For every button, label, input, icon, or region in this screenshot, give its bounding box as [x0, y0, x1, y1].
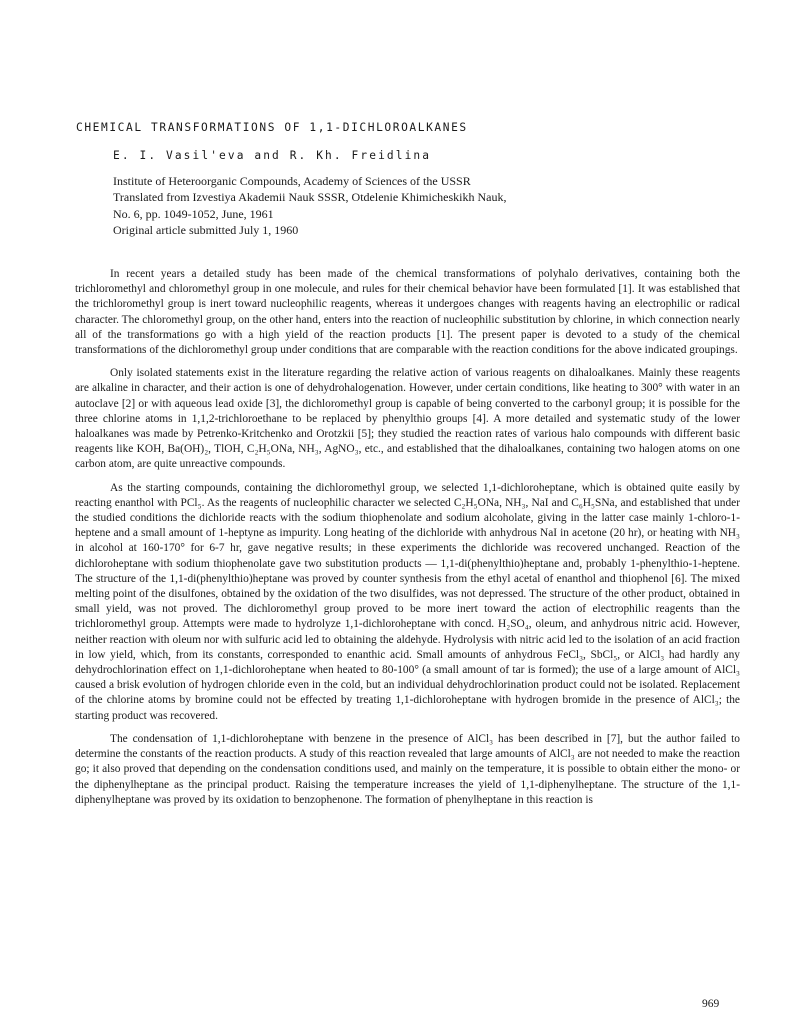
issue-pages-line: No. 6, pp. 1049-1052, June, 1961: [113, 206, 274, 221]
article-title: CHEMICAL TRANSFORMATIONS OF 1,1-DICHLOROALKANES: [76, 121, 468, 134]
body-paragraph: As the starting compounds, containing the dichloromethyl group, we selected 1,1-dichloroheptane, which is obtained quite easily by reacting enanthol with PCl₅. As the reagents of nucleophilic character we selected C₂H₅ONa, NH₃, NaI and C₆H₅SNa, and established that under the studied conditions the dichloride reacts with the sodium thiophenolate and sodium alcoholate, giving in the latter case mainly 1-chloro-1-heptene and a small amount of 1-heptyne as impurity. Long heating of the dichloride with anhydrous NaI in acetone (20 hr), or heating with NH₃ in alcohol at 160-170° for 6-7 hr, gave negative results; in these experiments the dichloride was recovered unchanged. Reaction of the dichloroheptane with sodium thiophenolate gave two substitution products — 1,1-di(phenylthio)heptane and, probably 1-phenylthio-1-heptene. The structure of the 1,1-di(phenylthio)heptane was proved by counter synthesis from the ethyl acetal of enanthol and thiophenol [6]. The mixed melting point of the disulfones, obtained by the oxidation of the two disulfides, was not depressed. The structure of the other product, obtained in small yield, was not proved. The dichloromethyl group proved to be more inert toward the action of electrophilic reagents than the trichloromethyl group. Attempts were made to hydrolyze 1,1-dichloroheptane with concd. H₂SO₄, oleum, and anhydrous nitric acid. However, neither reaction with oleum nor with sulfuric acid led to obtaining the aldehyde. Hydrolysis with nitric acid led to the isolation of an acid fraction in low yield, which, from its constants, corresponded to enanthic acid. Small amounts of anhydrous FeCl₃, SbCl₅, or AlCl₃ had hardly any dehydrochlorination effect on 1,1-dichloroheptane when heated to 80-100° (a small amount of tar is formed); the use of a large amount of AlCl₃ caused a brisk evolution of hydrogen chloride even in the cold, but an individual dehydrochlorination product could not be isolated. Replacement of the chlorine atoms by bromine could not be effected by treating 1,1-dichloroheptane with hydrogen bromide in the presence of AlCl₃; the starting product was recovered.: [75, 481, 740, 722]
article-authors: E. I. Vasil'eva and R. Kh. Freidlina: [113, 149, 432, 162]
affiliation-line: Institute of Heteroorganic Compounds, Academy of Sciences of the USSR: [113, 174, 471, 188]
body-paragraph: Only isolated statements exist in the literature regarding the relative action of various reagents on dihaloalkanes. Mainly these reagents are alkaline in character, and their action is one of dehydrohalogenation. However, under certain conditions, like heating to 300° with water in an autoclave [2] or with aqueous lead oxide [3], the dichloromethyl group is capable of being converted to the carbonyl group; it is possible for the three chlorine atoms in 1,1,2-trichloroethane to be replaced by phenylthio groups [4]. A more detailed and systematic study of the lower haloalkanes was made by Petrenko-Kritchenko and Orotzkii [5]; they studied the reaction rates of various halo compounds with different basic reagents like KOH, Ba(OH)₂, TlOH, C₂H₅ONa, NH₃, AgNO₃, etc., and established that the dihaloalkanes, containing two halogen atoms on one carbon atom, are quite unreactive compounds.: [75, 367, 740, 471]
page-number: 969: [702, 998, 720, 1010]
body-paragraph: The condensation of 1,1-dichloroheptane with benzene in the presence of AlCl₃ has been described in [7], but the author failed to determine the constants of the reaction products. A study of this reaction revealed that large amounts of AlCl₃ are not needed to make the reaction go; it also proved that depending on the condensation conditions used, and mainly on the temperature, it is possible to obtain either the mono- or the diphenylheptane as the principal product. Raising the temperature increases the yield of 1,1-diphenylheptane. The structure of the 1,1-diphenylheptane was proved by its oxidation to benzophenone. The formation of phenylheptane in this reaction is: [75, 732, 740, 806]
affiliation-block: [113, 173, 507, 238]
translation-source-line: Translated from Izvestiya Akademii Nauk SSSR, Otdelenie Khimicheskikh Nauk,: [113, 190, 507, 205]
submission-date-line: Original article submitted July 1, 1960: [113, 222, 299, 237]
body-paragraph: In recent years a detailed study has been made of the chemical transformations of polyhalo derivatives, containing both the trichloromethyl and chloromethyl group in one molecule, and rules for their chemical behavior have been formulated [1]. It was established that the trichloromethyl group is inert toward nucleophilic reagents, whereas it undergoes changes with reagents having an electrophilic or radical character. The chloromethyl group, on the other hand, enters into the reaction of nucleophilic substitution by chlorine, in which connection nearly all of the transformations go with a high yield of the reaction products [1]. The present paper is devoted to a study of the chemical transformations of the dichloromethyl group under conditions that are comparable with the reaction conditions for the above indicated groupings.: [75, 268, 740, 357]
article-body: [75, 267, 740, 816]
